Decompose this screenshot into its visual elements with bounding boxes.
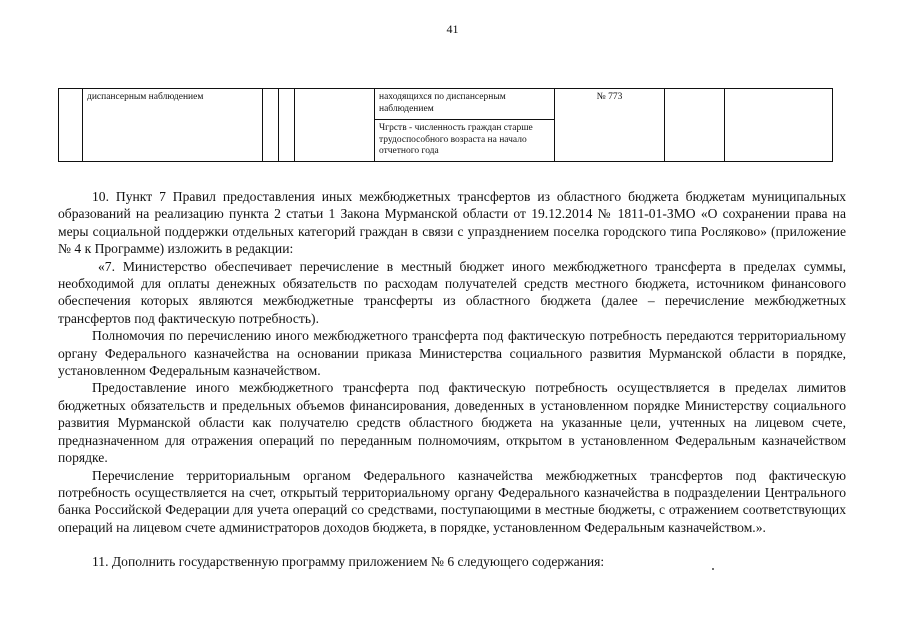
paragraph-provision: Предоставление иного межбюджетного трансферта под фактическую потребность осуществляется в пределах лимитов бюджетных обязательств и предельных объемов финансирования, доведенных в установленном порядке Министерству социального развития Мурманской области как получателю средств областного бюджета на указанные цели, учтенных на лицевом счете, предназначенном для отражения операций по переданным полномочиям, открытом в установленном Федеральным казначейством порядке.	[58, 380, 846, 466]
page-number: 41	[446, 22, 459, 36]
table-cell	[725, 89, 833, 162]
paragraph-transfer: Перечисление территориальным органом Федерального казначейства межбюджетных трансфертов под фактическую потребность осуществляется на счет, открытый территориальному органу Федерального казначейства в подразделении Центрального банка Российской Федерации для учета операций со средствами, поступающими в местные бюджеты, с отражением соответствующих операций на лицевом счете администраторов доходов бюджета, в порядке, установленном Федеральным казначейством.».	[58, 467, 846, 535]
table-cell	[295, 89, 375, 162]
paragraph-quoted-point-7: «7. Министерство обеспечивает перечисление в местный бюджет иного межбюджетного трансферта в пределах суммы, необходимой для оплаты денежных обязательств по расходам получателей средств местного бюджета, источником финансового обеспечения которых являются межбюджетные трансферты из областного бюджета (далее – перечисление межбюджетных трансфертов под фактическую потребность).	[58, 258, 846, 326]
scan-speck	[712, 568, 714, 570]
paragraph-powers: Полномочия по перечислению иного межбюджетного трансферта под фактическую потребность передаются территориальному органу Федерального казначейства на основании приказа Министерства социального развития Мурманской области в порядке, установленном Федеральным казначейством.	[58, 328, 846, 379]
table-cell	[263, 89, 279, 162]
table-row	[59, 89, 833, 120]
paragraph-item-11: 11. Дополнить государственную программу приложением № 6 следующего содержания:	[92, 554, 605, 570]
document-body	[58, 188, 846, 571]
table-cell-formula-text: Чгрств - численность граждан старше трудоспособного возраста на начало отчетного года	[375, 120, 555, 162]
table-cell	[665, 89, 725, 162]
table-cell-source: № 773	[555, 89, 665, 162]
table-cell-indicator: диспансерным наблюдением	[83, 89, 263, 162]
paragraph-item-10: 10. Пункт 7 Правил предоставления иных межбюджетных трансфертов из областного бюджета бюджетам муниципальных образований на реализацию пункта 2 статьи 1 Закона Мурманской области от 19.12.2014 № 1811-01-ЗМО «О сохранении права на меры социальной поддержки отдельных категорий граждан в связи с упразднением поселка городского типа Росляково» (приложение № 4 к Программе) изложить в редакции:	[58, 189, 846, 257]
table-cell-formula-text: находящихся по диспансерным наблюдением	[375, 89, 555, 120]
table-cell	[279, 89, 295, 162]
table-cell	[59, 89, 83, 162]
table-fragment	[58, 88, 833, 162]
